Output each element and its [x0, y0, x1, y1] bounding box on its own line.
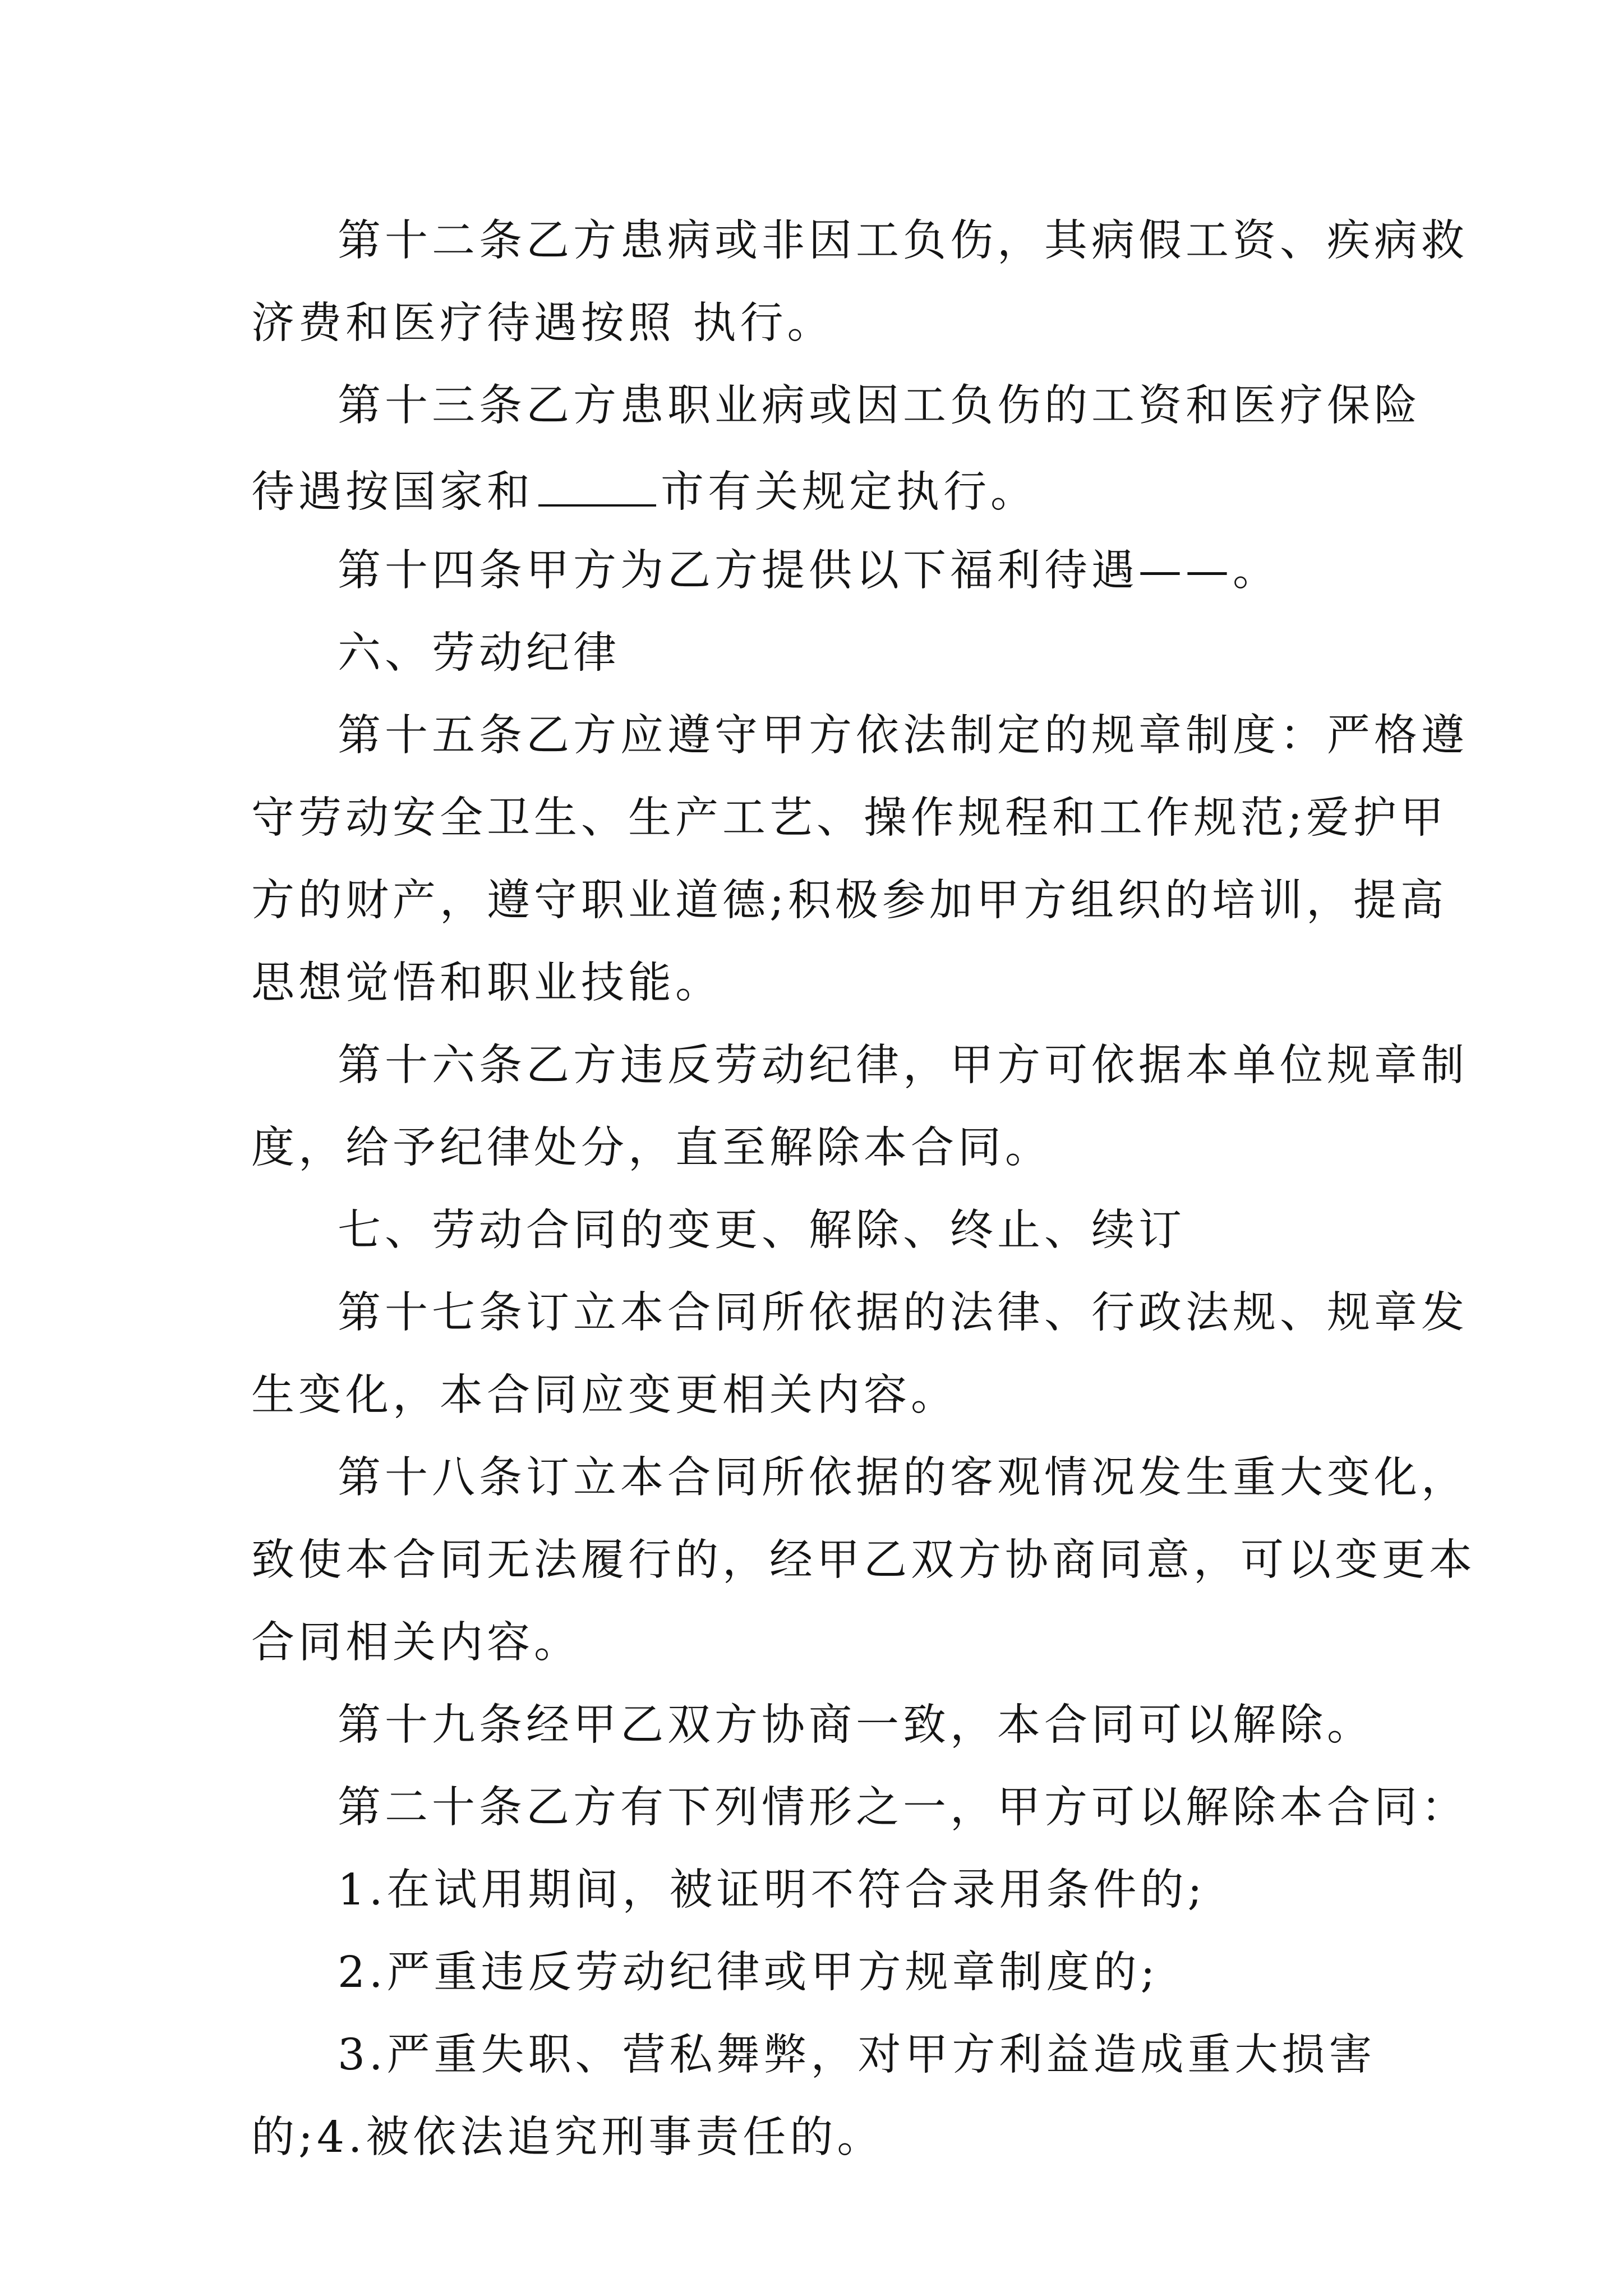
article-13-text-after-blank: 市有关规定执行。 — [661, 467, 1038, 517]
article-14-line: 第十四条甲方为乙方提供以下福利待遇——。 — [338, 546, 1280, 596]
article-15-line-1: 第十五条乙方应遵守甲方依法制定的规章制度：严格遵 — [338, 711, 1468, 761]
article-18-line-1: 第十八条订立本合同所依据的客观情况发生重大变化， — [338, 1453, 1468, 1503]
document-body — [251, 216, 1476, 2197]
article-20-item-2: 2.严重违反劳动纪律或甲方规章制度的; — [338, 1948, 1159, 1998]
article-15-line-2: 守劳动安全卫生、生产工艺、操作规程和工作规范;爱护甲 — [251, 793, 1447, 843]
article-17-line-1: 第十七条订立本合同所依据的法律、行政法规、规章发 — [338, 1288, 1468, 1338]
city-blank-field — [538, 465, 656, 507]
article-18-line-2: 致使本合同无法履行的，经甲乙双方协商同意，可以变更本 — [251, 1535, 1476, 1585]
section-6-heading: 六、劳动纪律 — [338, 628, 620, 678]
article-16-line-1: 第十六条乙方违反劳动纪律，甲方可依据本单位规章制 — [338, 1041, 1468, 1091]
section-7-heading: 七、劳动合同的变更、解除、终止、续订 — [338, 1205, 1186, 1255]
article-13-line-1: 第十三条乙方患职业病或因工负伤的工资和医疗保险 — [338, 381, 1421, 431]
article-18-line-3: 合同相关内容。 — [251, 1618, 581, 1668]
article-12-line-1: 第十二条乙方患病或非因工负伤，其病假工资、疾病救 — [338, 216, 1468, 266]
article-16-line-2: 度，给予纪律处分，直至解除本合同。 — [251, 1123, 1052, 1173]
article-20-item-1: 1.在试用期间，被证明不符合录用条件的; — [338, 1865, 1206, 1915]
article-17-line-2: 生变化，本合同应变更相关内容。 — [251, 1370, 958, 1420]
article-12-line-2: 济费和医疗待遇按照 执行。 — [251, 298, 834, 348]
article-15-line-3: 方的财产，遵守职业道德;积极参加甲方组织的培训，提高 — [251, 876, 1447, 926]
article-19-line: 第十九条经甲乙双方协商一致，本合同可以解除。 — [338, 1700, 1374, 1750]
article-15-line-4: 思想觉悟和职业技能。 — [251, 958, 722, 1008]
article-20-item-3-line-2: 的;4.被依法追究刑事责任的。 — [251, 2113, 884, 2162]
article-13-line-2 — [251, 465, 1378, 517]
article-13-text-before-blank: 待遇按国家和 — [251, 467, 534, 517]
article-20-item-3-line-1: 3.严重失职、营私舞弊，对甲方利益造成重大损害 — [338, 2030, 1376, 2080]
article-20-line: 第二十条乙方有下列情形之一，甲方可以解除本合同： — [338, 1783, 1468, 1833]
